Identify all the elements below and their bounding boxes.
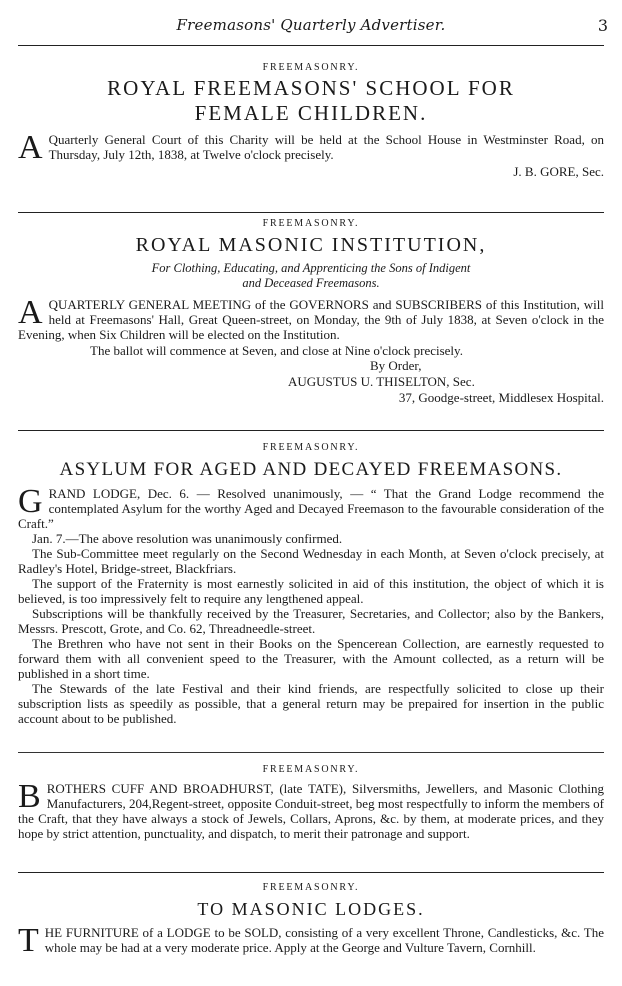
ad-masonic-institution bbox=[18, 218, 604, 406]
ad-kicker: FREEMASONRY. bbox=[262, 62, 360, 73]
drop-cap: A bbox=[18, 129, 43, 166]
ad-kicker: FREEMASONRY. bbox=[262, 882, 360, 893]
ad-body bbox=[18, 922, 604, 959]
ad-body bbox=[18, 129, 604, 166]
ad-paragraph: The support of the Fraternity is most earnestly solicited in aid of this institution, the object of which it is believed, is too impressively felt to require any lengthened appeal. bbox=[18, 576, 604, 606]
ad-masonic-lodges bbox=[18, 882, 604, 959]
ad-subtitle: and Deceased Freemasons. bbox=[242, 276, 380, 290]
ad-body-text: ROTHERS CUFF AND BROADHURST, (late TATE), Silversmiths, Jewellers, and Masonic Clothing Manufacturers, 204,Regent-street, opposite Conduit-street, beg most respectfully to inform the members of the Craft, that they have always a stock of Jewels, Collars, Aprons, &c. by them, at moderate prices, and they hope by strict attention, punctuality, and dispatch, to merit their patronage and support. bbox=[18, 781, 604, 841]
ad-female-school bbox=[18, 62, 604, 180]
ad-subtitle: For Clothing, Educating, and Apprenticing the Sons of Indigent bbox=[151, 261, 471, 275]
ad-kicker: FREEMASONRY. bbox=[262, 764, 360, 775]
running-title: Freemasons' Quarterly Advertiser. bbox=[176, 16, 446, 34]
ad-body bbox=[18, 294, 604, 342]
ad-title: TO MASONIC LODGES. bbox=[197, 899, 425, 919]
drop-cap: B bbox=[18, 778, 41, 815]
header-rule bbox=[18, 45, 604, 46]
ad-signature: AUGUSTUS U. THISELTON, Sec. bbox=[288, 374, 475, 389]
section-rule bbox=[18, 872, 604, 873]
ad-signature: J. B. GORE, Sec. bbox=[513, 164, 604, 179]
section-rule bbox=[18, 752, 604, 753]
drop-cap: T bbox=[18, 922, 39, 959]
ad-paragraph: The Sub-Committee meet regularly on the Second Wednesday in each Month, at Seven o'clock precisely, at Radley's Hotel, Bridge-street, Blackfriars. bbox=[18, 546, 604, 576]
section-rule bbox=[18, 212, 604, 213]
ad-title: ASYLUM FOR AGED AND DECAYED FREEMASONS. bbox=[59, 459, 563, 480]
ad-paragraph bbox=[18, 483, 604, 531]
ad-by-order: By Order, bbox=[370, 358, 422, 373]
ad-paragraph: Jan. 7.—The above resolution was unanimously confirmed. bbox=[32, 531, 343, 546]
ad-address: 37, Goodge-street, Middlesex Hospital. bbox=[398, 390, 604, 405]
ad-body-text: QUARTERLY GENERAL MEETING of the GOVERNORS and SUBSCRIBERS of this Institution, will held at Freemasons' Hall, Great Queen-street, on Monday, the 9th of July 1838, at Seven o'clock in the Evening, when Six Children will be elected on the Institution. bbox=[18, 297, 604, 342]
ad-title: ROYAL FREEMASONS' SCHOOL FOR FEMALE CHILDREN. bbox=[107, 76, 515, 125]
ad-body-text: Quarterly General Court of this Charity will be held at the School House in Westminster Road, on Thursday, July 12th, 1838, at Twelve o'clock precisely. bbox=[48, 132, 604, 162]
page-number: 3 bbox=[597, 16, 608, 35]
ad-body bbox=[18, 778, 604, 841]
drop-cap: G bbox=[18, 483, 43, 520]
running-head bbox=[0, 16, 622, 36]
ad-paragraph: Subscriptions will be thankfully received by the Treasurer, Secretaries, and Collector; also by the Bankers, Messrs. Prescott, Grote, and Co. 62, Threadneedle-street. bbox=[18, 606, 604, 636]
section-rule bbox=[18, 430, 604, 431]
ad-paragraph: The Stewards of the late Festival and their kind friends, are respectfully solicited to close up their subscription lists as speedily as possible, that a general return may be prepaired for insertion in the public account about to be published. bbox=[18, 681, 604, 726]
ad-cuff-broadhurst bbox=[18, 764, 604, 841]
ad-title: ROYAL MASONIC INSTITUTION, bbox=[135, 234, 487, 256]
ad-ballot: The ballot will commence at Seven, and close at Nine o'clock precisely. bbox=[90, 343, 463, 358]
ad-paragraph: The Brethren who have not sent in their Books on the Spencerean Collection, are earnestly requested to forward them with all convenient speed to the Treasurer, with the Amount collected, as a return will be published in a short time. bbox=[18, 636, 604, 681]
ad-body-text: HE FURNITURE of a LODGE to be SOLD, consisting of a very excellent Throne, Candlesticks, &c. The whole may be had at a very moderate price. Apply at the George and Vulture Tavern, Cornhill. bbox=[44, 925, 604, 955]
ad-body-text: RAND LODGE, Dec. 6. — Resolved unanimously, — “ That the Grand Lodge recommend the contemplated Asylum for the worthy Aged and Decayed Freemason to the favourable consideration of the Craft.” bbox=[18, 486, 604, 531]
drop-cap: A bbox=[18, 294, 43, 331]
ad-kicker: FREEMASONRY. bbox=[262, 442, 360, 453]
ad-asylum bbox=[18, 442, 604, 726]
ad-kicker: FREEMASONRY. bbox=[262, 218, 360, 229]
